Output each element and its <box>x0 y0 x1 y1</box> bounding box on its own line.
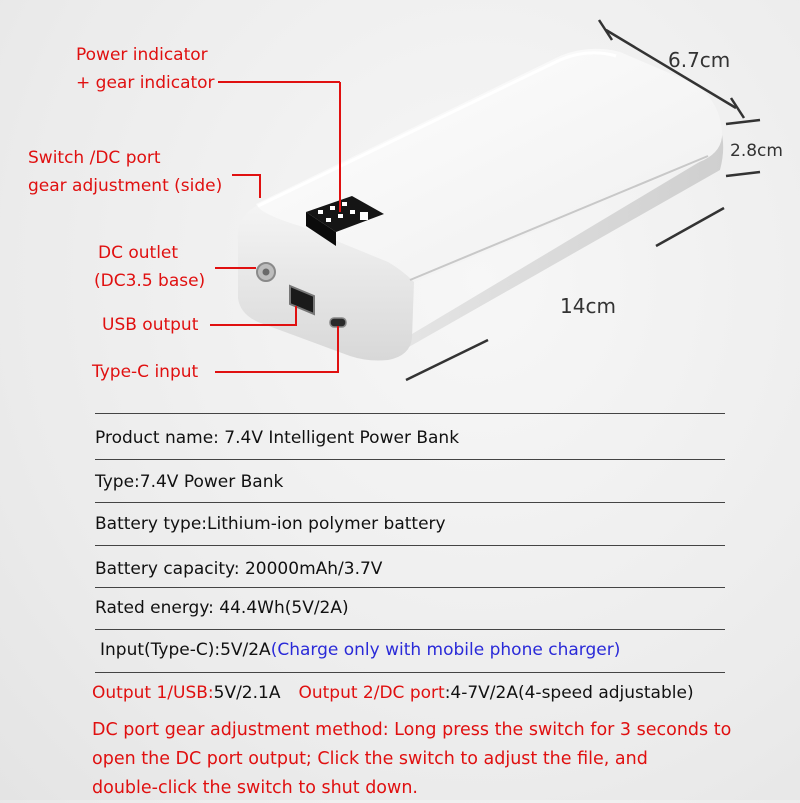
spec-output2-value: :4-7V/2A(4-speed adjustable) <box>444 683 694 703</box>
spec-divider <box>95 413 725 414</box>
callout-switch-dc: Switch /DC port <box>28 148 161 168</box>
spec-input-note: (Charge only with mobile phone charger) <box>270 640 621 660</box>
power-bank <box>238 49 723 361</box>
callout-usb-output: USB output <box>102 315 199 335</box>
callout-dc-outlet: DC outlet <box>98 243 179 263</box>
spec-output1-label: Output 1/USB: <box>92 683 214 703</box>
spec-output2-label: Output 2/DC port <box>298 683 445 703</box>
dimension-length: 14cm <box>560 294 616 318</box>
spec-product-name: Product name: 7.4V Intelligent Power Bank <box>95 428 460 448</box>
spec-divider <box>95 545 725 546</box>
spec-divider <box>95 672 725 673</box>
callout-gear-indicator: + gear indicator <box>76 73 215 93</box>
spec-input-label: Input(Type-C):5V/2A <box>100 640 271 660</box>
callout-power-indicator: Power indicator <box>76 45 208 65</box>
type-c-port <box>330 318 346 327</box>
spec-divider <box>95 587 725 588</box>
spec-divider <box>95 629 725 630</box>
spec-outputs <box>92 683 722 703</box>
callout-gear-adjustment: gear adjustment (side) <box>28 176 223 196</box>
spec-divider <box>95 459 725 460</box>
dimension-thickness: 2.8cm <box>730 141 783 161</box>
dc-adjustment-note <box>92 716 782 803</box>
callout-dc-base: (DC3.5 base) <box>94 271 206 291</box>
spec-input <box>100 640 730 660</box>
dimension-width: 6.7cm <box>668 48 731 72</box>
note-line: DC port gear adjustment method: Long press the switch for 3 seconds to <box>92 720 732 740</box>
note-line: double-click the switch to shut down. <box>92 778 418 798</box>
spec-type: Type:7.4V Power Bank <box>95 472 284 492</box>
callout-typec-input: Type-C input <box>92 362 199 382</box>
note-line: open the DC port output; Click the switch to adjust the file, and <box>92 749 648 769</box>
spec-output1-value: 5V/2.1A <box>213 683 281 703</box>
spec-divider <box>95 502 725 503</box>
spec-battery-type: Battery type:Lithium-ion polymer battery <box>95 514 446 534</box>
spec-battery-capacity: Battery capacity: 20000mAh/3.7V <box>95 559 383 579</box>
spec-rated-energy: Rated energy: 44.4Wh(5V/2A) <box>95 598 349 618</box>
